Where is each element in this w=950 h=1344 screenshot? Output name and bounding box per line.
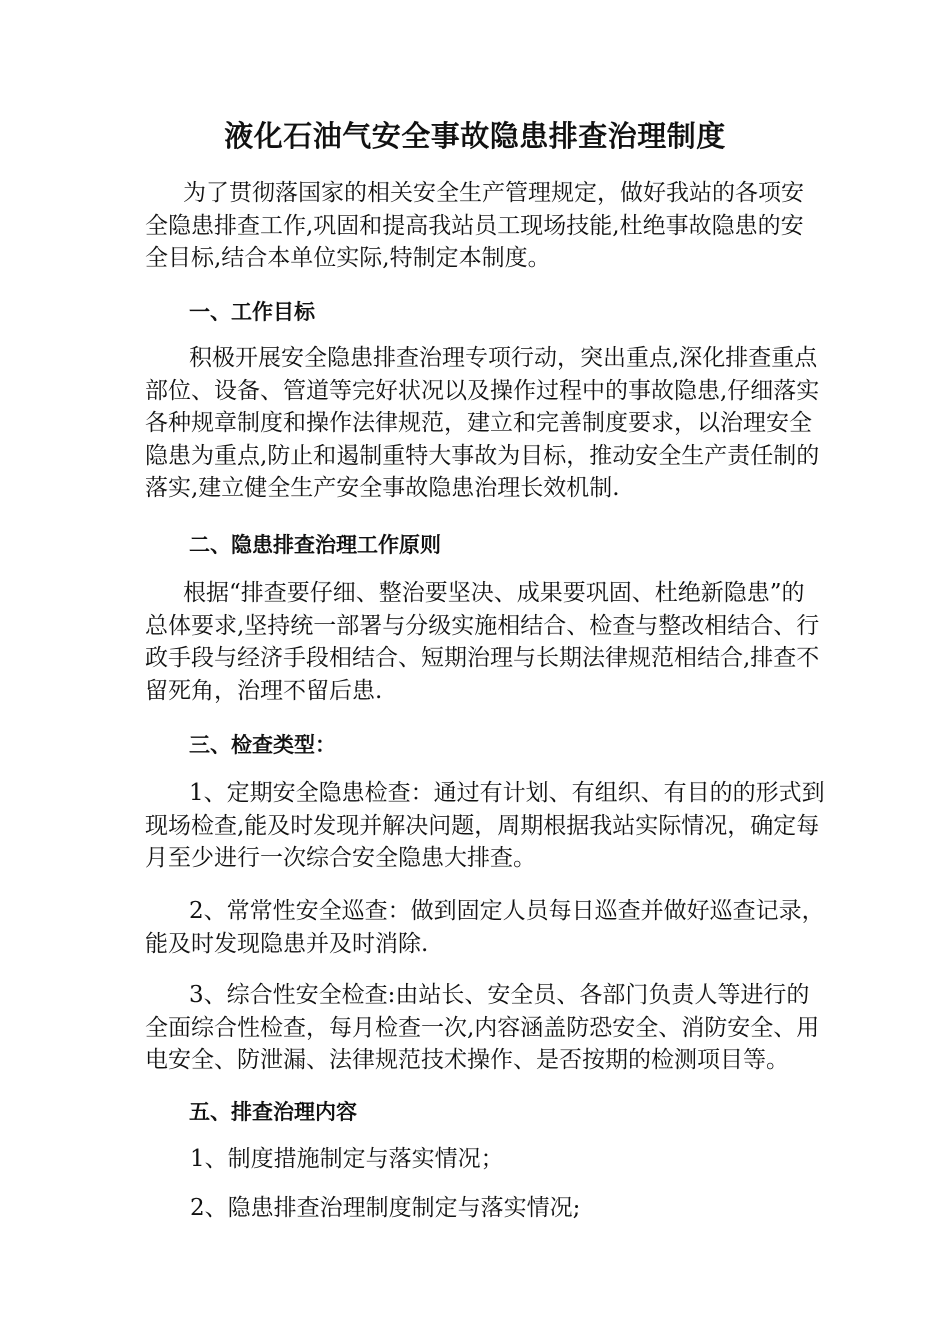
intro-paragraph — [145, 177, 809, 275]
inspection-item-1 — [145, 777, 825, 875]
paragraph-line: 现场检查,能及时发现并解决问题，周期根据我站实际情况，确定每 — [145, 812, 820, 839]
paragraph-line: 能及时发现隐患并及时消除. — [145, 930, 429, 957]
paragraph-line: 政手段与经济手段相结合、短期治理与长期法律规范相结合,排查不 — [145, 645, 820, 671]
goals-paragraph — [145, 342, 820, 505]
paragraph-line: 积极开展安全隐患排查治理专项行动，突出重点,深化排查重点 — [189, 345, 818, 371]
inspection-item-3 — [145, 979, 820, 1077]
principles-paragraph — [145, 577, 820, 707]
paragraph-line: 根据“排查要仔细、整治要坚决、成果要巩固、杜绝新隐患”的 — [183, 580, 805, 606]
paragraph-line: 部位、设备、管道等完好状况以及操作过程中的事故隐患,仔细落实 — [145, 377, 820, 404]
document-title: 液化石油气安全事故隐患排查治理制度 — [224, 119, 726, 153]
content-item: 2、隐患排查治理制度制定与落实情况; — [190, 1195, 581, 1221]
paragraph-line: 各种规章制度和操作法律规范，建立和完善制度要求，以治理安全 — [145, 410, 812, 436]
paragraph-line: 2、常常性安全巡查：做到固定人员每日巡查并做好巡查记录， — [189, 898, 825, 924]
section-heading-content: 五、排查治理内容 — [189, 1099, 357, 1124]
inspection-item-2 — [145, 895, 825, 960]
paragraph-line: 3、综合性安全检查:由站长、安全员、各部门负责人等进行的 — [189, 982, 810, 1008]
paragraph-line: 全隐患排查工作,巩固和提高我站员工现场技能,杜绝事故隐患的安 — [145, 212, 804, 239]
section-heading-principles: 二、隐患排查治理工作原则 — [189, 532, 441, 557]
paragraph-line: 隐患为重点,防止和遏制重特大事故为目标，推动安全生产责任制的 — [145, 442, 820, 469]
paragraph-line: 全面综合性检查，每月检查一次,内容涵盖防恐安全、消防安全、用 — [145, 1014, 820, 1041]
paragraph-line: 电安全、防泄漏、法律规范技术操作、是否按期的检测项目等。 — [145, 1047, 789, 1073]
paragraph-line: 1、定期安全隐患检查：通过有计划、有组织、有目的的形式到 — [189, 780, 825, 806]
paragraph-line: 月至少进行一次综合安全隐患大排查。 — [145, 845, 536, 871]
paragraph-line: 落实,建立健全生产安全事故隐患治理长效机制. — [145, 475, 620, 501]
paragraph-line: 为了贯彻落国家的相关安全生产管理规定，做好我站的各项安 — [183, 180, 804, 206]
section-heading-goals: 一、工作目标 — [189, 299, 315, 324]
paragraph-line: 总体要求,坚持统一部署与分级实施相结合、检查与整改相结合、行 — [145, 612, 820, 639]
content-item: 1、制度措施制定与落实情况； — [190, 1146, 504, 1172]
section-heading-inspection-types: 三、检查类型： — [189, 732, 336, 757]
paragraph-line: 全目标,结合本单位实际,特制定本制度。 — [145, 245, 551, 271]
paragraph-line: 留死角，治理不留后患. — [145, 677, 383, 704]
